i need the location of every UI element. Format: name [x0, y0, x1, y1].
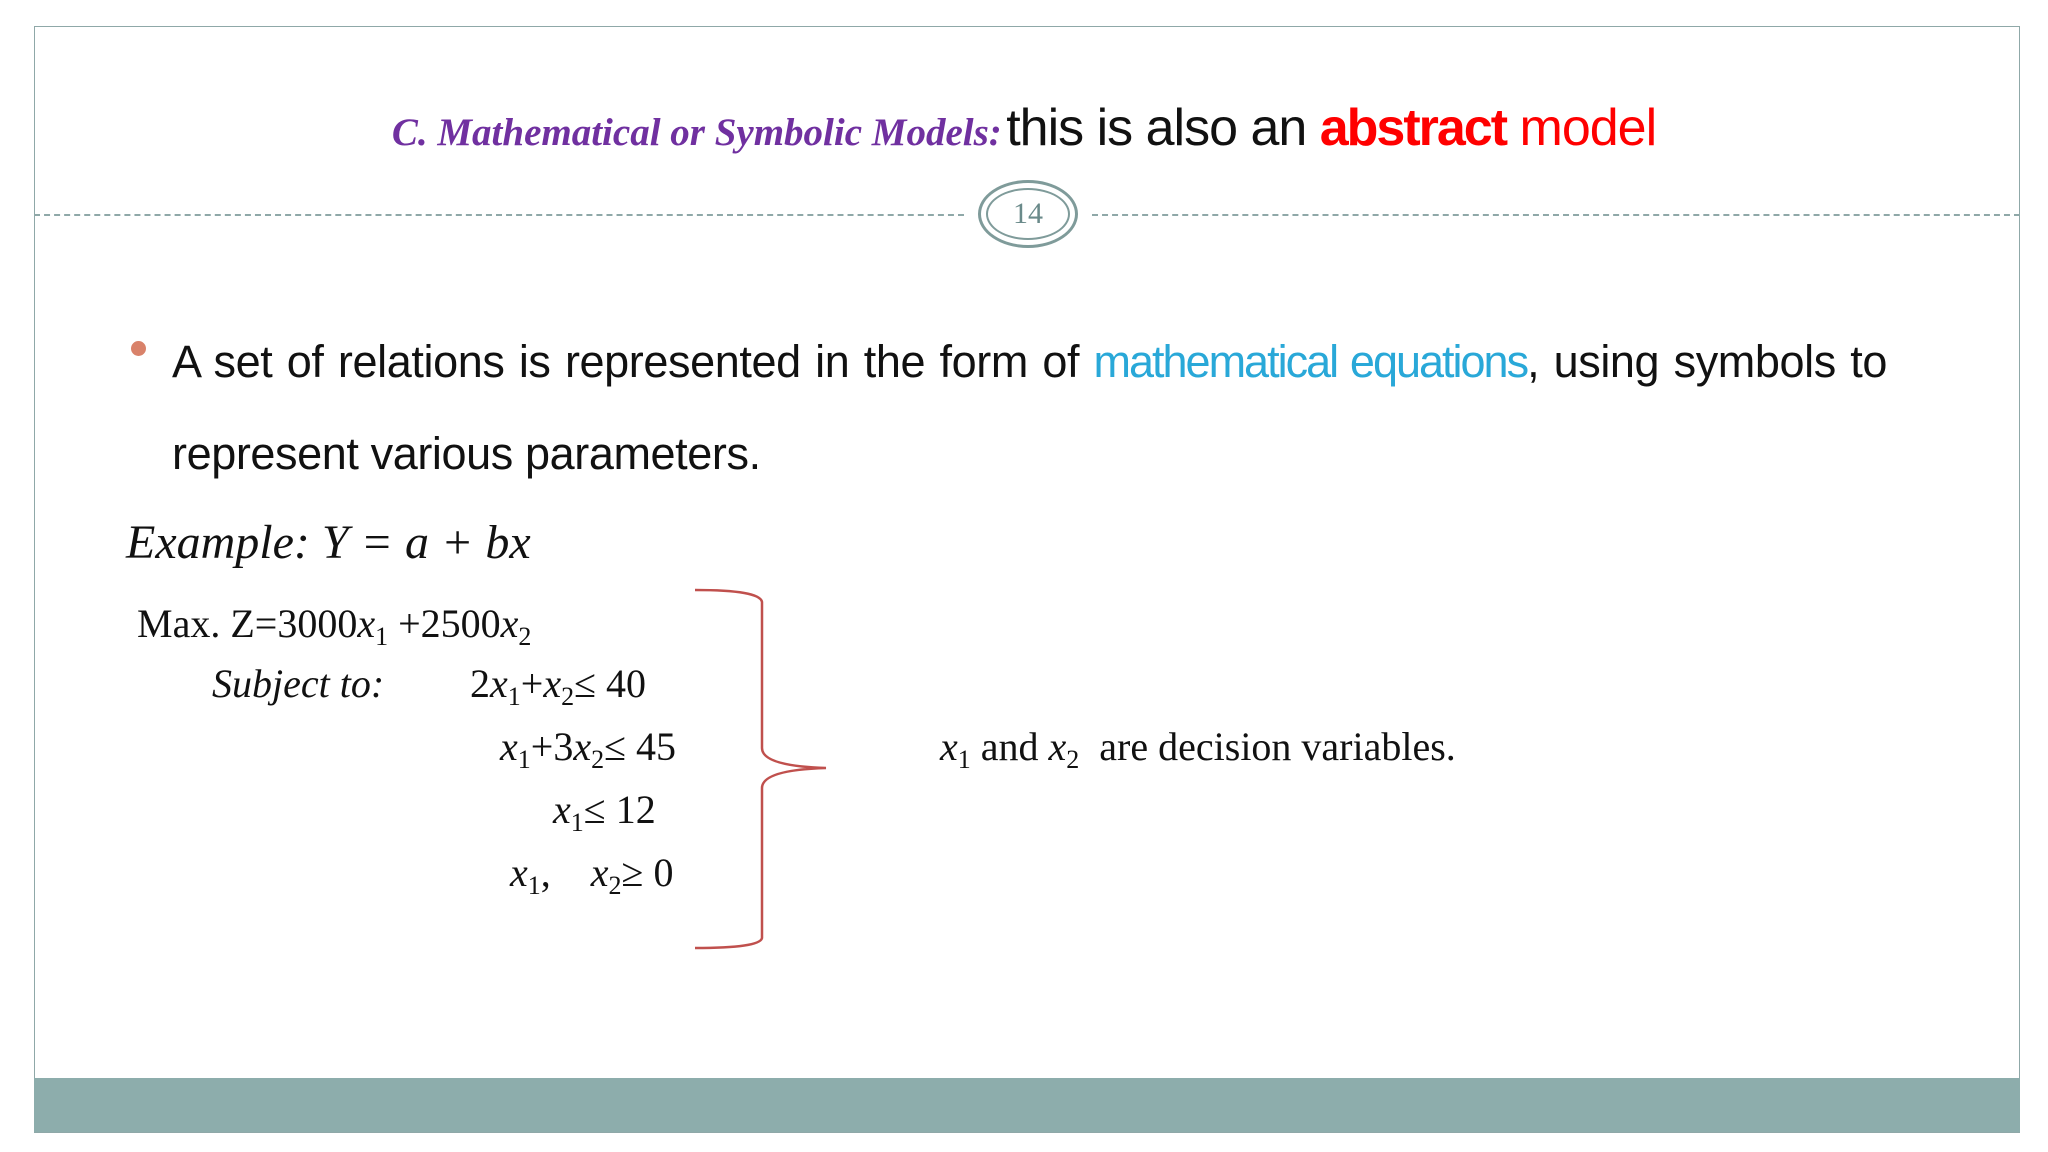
- objective-function: [137, 600, 532, 651]
- constraint-4: [510, 849, 674, 900]
- bullet-text: [172, 316, 1887, 500]
- var-x: x: [590, 850, 609, 895]
- var-x: x: [357, 601, 376, 646]
- subscript: 2: [561, 682, 575, 711]
- var-x: x: [490, 661, 508, 706]
- divider-left: [34, 214, 964, 216]
- slide-number-badge: [978, 180, 1078, 248]
- subscript: 2: [1066, 745, 1080, 774]
- divider-right: [1092, 214, 2020, 216]
- subscript: 1: [527, 871, 541, 900]
- var-x: x: [573, 724, 592, 769]
- bullet-text-before: A set of relations is represented in the form of: [172, 336, 1080, 387]
- constraint-1: [470, 660, 647, 711]
- subscript: 2: [591, 745, 605, 774]
- separator: ,: [540, 850, 551, 895]
- objective-mid: +2500: [398, 601, 501, 646]
- rhs: ≤ 45: [604, 724, 677, 769]
- subscript: 1: [570, 808, 584, 837]
- subscript: 1: [957, 745, 971, 774]
- subscript: 1: [507, 682, 521, 711]
- example-equation: Example: Y = a + bx: [126, 516, 531, 569]
- note-rest: are decision variables.: [1099, 724, 1456, 769]
- bullet-dot-icon: [131, 341, 146, 356]
- and-text: and: [980, 724, 1039, 769]
- subscript: 2: [608, 871, 622, 900]
- var-x: x: [510, 850, 528, 895]
- subject-to-text: Subject to:: [212, 661, 385, 706]
- decision-variables-note: [940, 723, 1456, 774]
- var-x: x: [553, 787, 571, 832]
- rhs: ≤ 40: [574, 661, 647, 706]
- plus: +: [520, 661, 544, 706]
- subscript: 2: [518, 622, 532, 651]
- title-lead: C. Mathematical or Symbolic Models:: [391, 111, 1002, 154]
- slide-title: [0, 98, 2048, 158]
- rhs: ≥ 0: [621, 850, 674, 895]
- var-x: x: [1048, 724, 1067, 769]
- coef: 2: [470, 661, 490, 706]
- title-rest-text: this is also an: [1006, 99, 1307, 157]
- var-x: x: [500, 601, 519, 646]
- right-brace-icon: [690, 588, 830, 950]
- objective-prefix: Max. Z=3000: [137, 601, 358, 646]
- constraint-2: [500, 723, 677, 774]
- var-x: x: [940, 724, 958, 769]
- title-accent: abstract: [1319, 99, 1507, 157]
- slide-number: 14: [986, 188, 1070, 240]
- var-x: x: [543, 661, 562, 706]
- subject-to-label: [212, 660, 384, 707]
- bullet-highlight: mathematical equations: [1093, 336, 1528, 387]
- subscript: 1: [517, 745, 531, 774]
- constraint-3: [553, 786, 656, 837]
- footer-bar: [34, 1078, 2020, 1132]
- title-rest: [1006, 99, 1656, 157]
- coef: +3: [530, 724, 574, 769]
- var-x: x: [500, 724, 518, 769]
- subscript: 1: [375, 622, 389, 651]
- bullet-text-after: , using symbols to represent various parameters.: [172, 336, 1887, 479]
- title-end: model: [1519, 99, 1657, 157]
- rhs: ≤ 12: [583, 787, 656, 832]
